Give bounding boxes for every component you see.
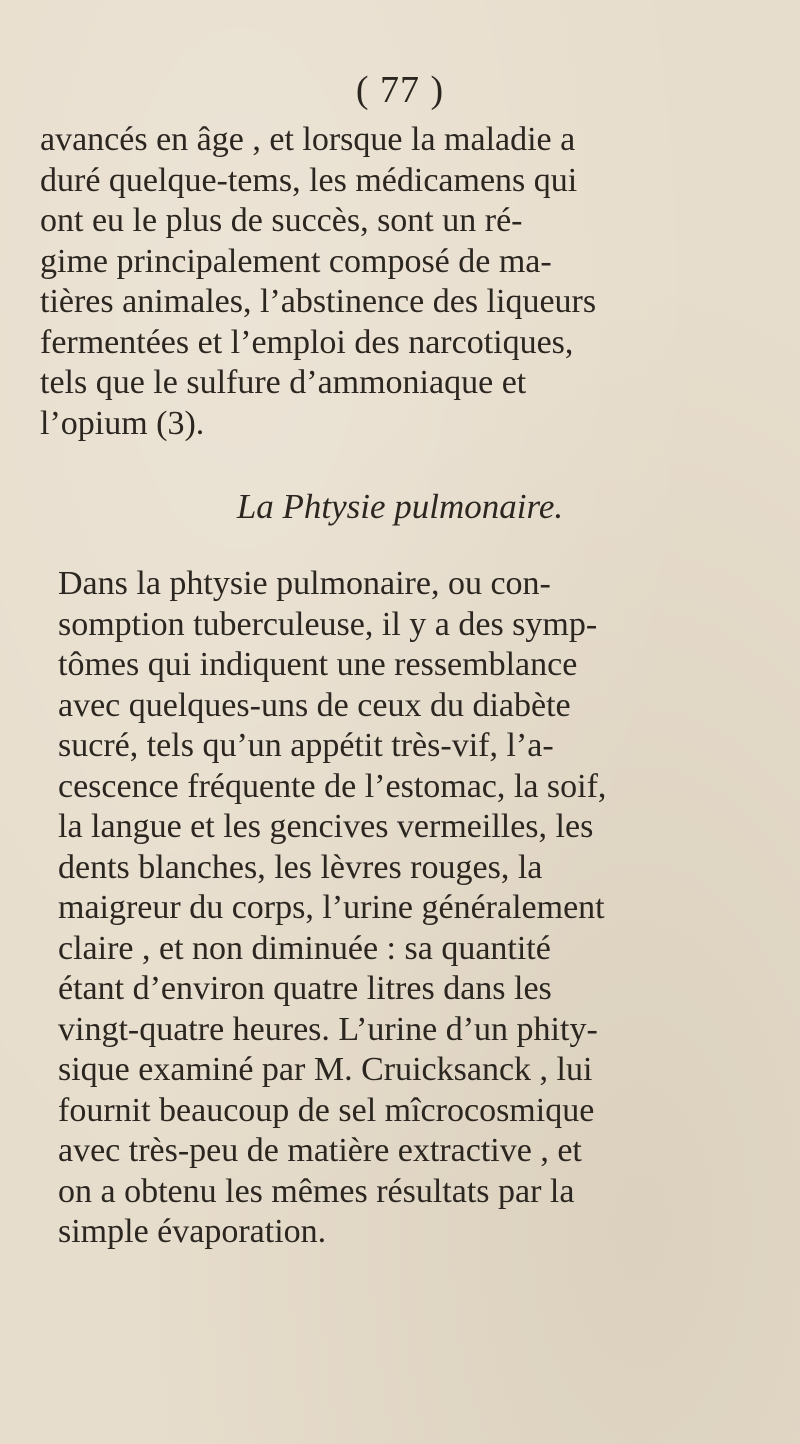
text-line: fermentées et l’emploi des narcotiques, [40, 323, 574, 361]
page-number: ( 77 ) [355, 69, 445, 111]
text-line: la langue et les gencives vermeilles, les [58, 808, 594, 845]
text-line: claire , et non diminuée : sa quantité [58, 929, 551, 967]
text-line: cescence fréquente de l’estomac, la soif, [58, 767, 607, 805]
text-line: vingt-quatre heures. L’urine d’un phity- [58, 1010, 598, 1048]
text-line: avec très-peu de matière extractive , et [58, 1132, 582, 1169]
text-line: maigreur du corps, l’urine généralement [58, 889, 605, 926]
text-line: l’opium (3). [40, 404, 205, 442]
text-line: fournit beaucoup de sel mîcrocosmique [58, 1091, 595, 1129]
text-line: avec quelques-uns de ceux du diabète [58, 686, 571, 724]
text-line: étant d’environ quatre litres dans les [58, 970, 552, 1007]
text-line: somption tuberculeuse, il y a des symp- [58, 605, 598, 643]
text-line: tels que le sulfure d’ammoniaque et [40, 364, 527, 401]
text-line: duré quelque-tems, les médicamens qui [40, 161, 578, 199]
paragraph-2 [40, 564, 770, 1253]
text-line: dents blanches, les lèvres rouges, la [58, 848, 543, 886]
paragraph-1 [40, 120, 770, 444]
text-line: avancés en âge , et lorsque la maladie a [40, 121, 576, 158]
text-line: tômes qui indiquent une ressemblance [58, 646, 578, 683]
text-line: sucré, tels qu’un appétit très-vif, l’a- [58, 727, 554, 764]
text-line: Dans la phtysie pulmonaire, ou con- [58, 565, 551, 602]
text-line: simple évaporation. [58, 1213, 327, 1250]
text-line: tières animales, l’abstinence des liqueurs [40, 283, 597, 320]
text-line: ont eu le plus de succès, sont un ré- [40, 202, 523, 239]
text-line: sique examiné par M. Cruicksanck , lui [58, 1051, 593, 1088]
text-line: on a obtenu les mêmes résultats par la [58, 1172, 575, 1210]
section-heading: La Phtysie pulmonaire. [236, 487, 564, 526]
text-line: gime principalement composé de ma- [40, 242, 552, 280]
